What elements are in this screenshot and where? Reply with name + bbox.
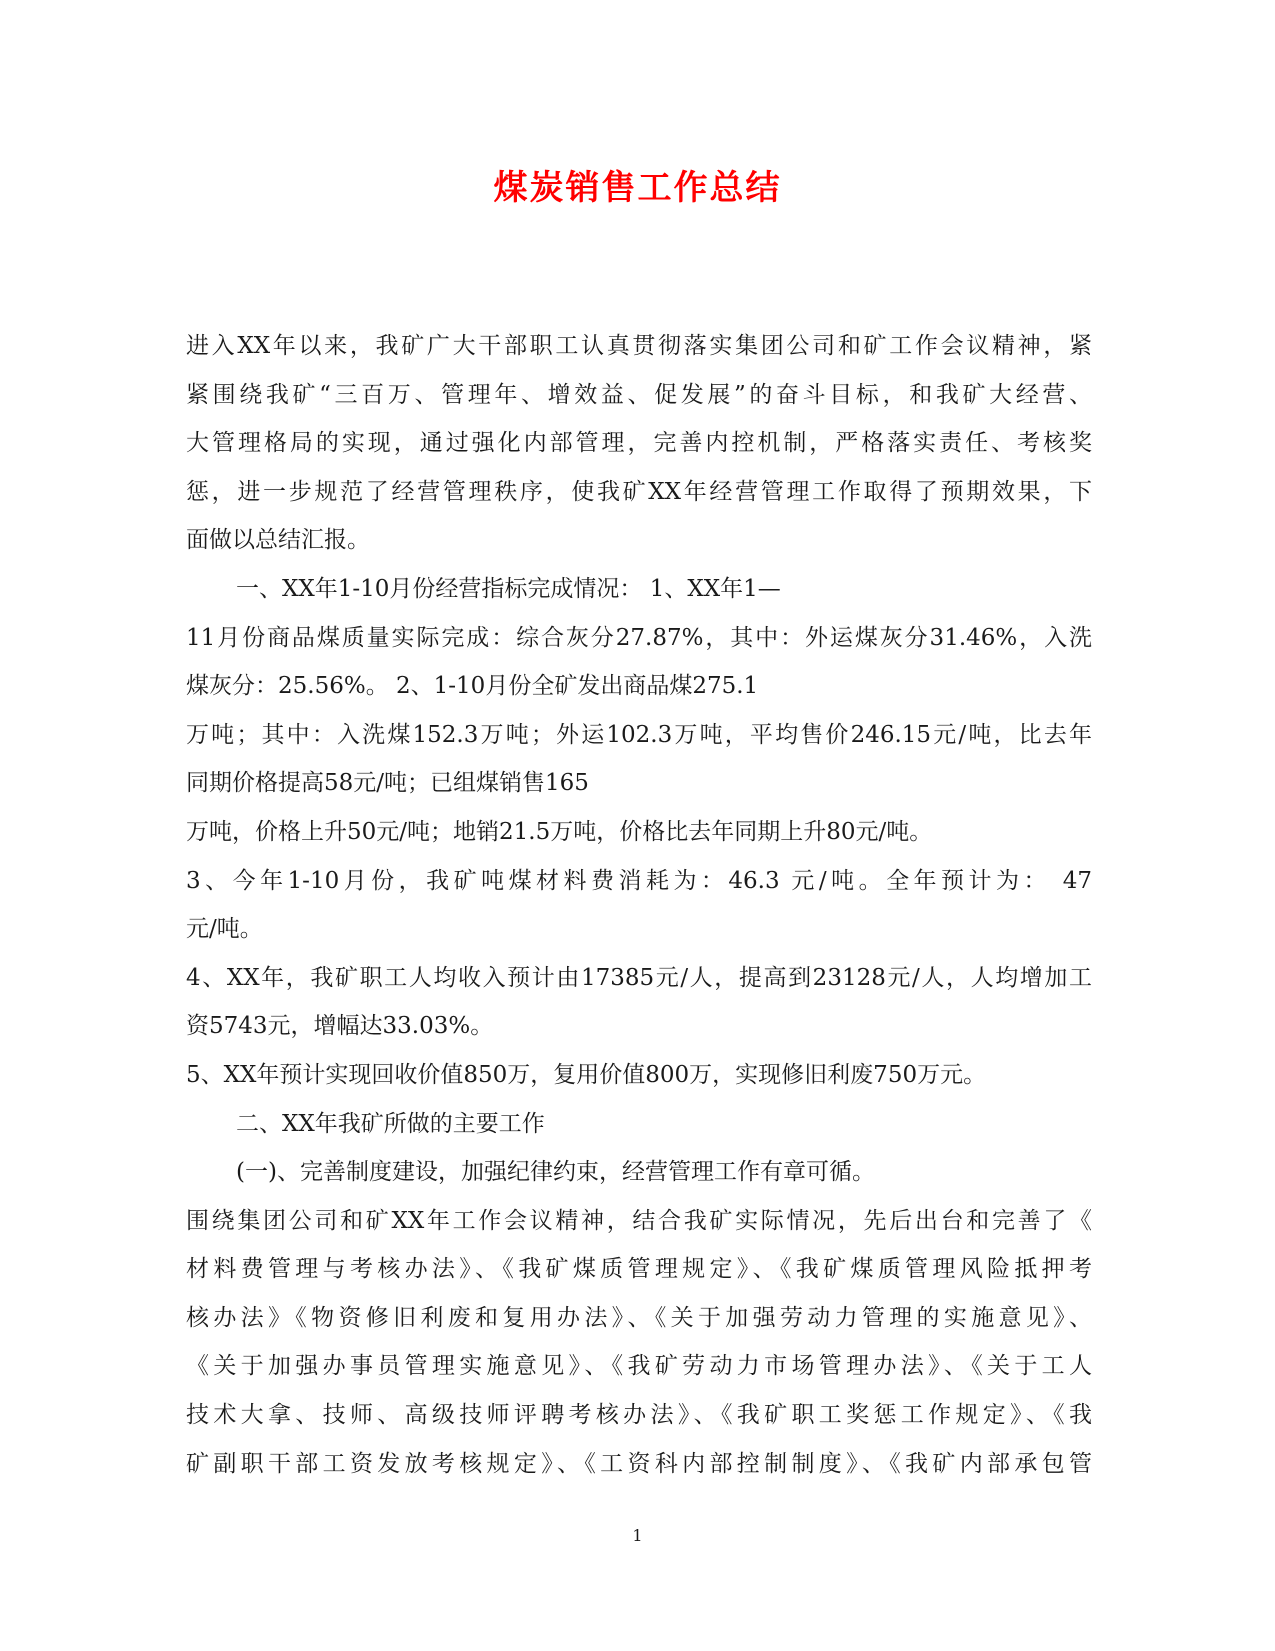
body-line: 围绕集团公司和矿XX年工作会议精神，结合我矿实际情况，先后出台和完善了《 xyxy=(186,1207,1092,1234)
body-line: 《关于加强办事员管理实施意见》、《我矿劳动力市场管理办法》、《关于工人 xyxy=(186,1353,1092,1380)
body-line: 11月份商品煤质量实际完成：综合灰分27.87%，其中：外运煤灰分31.46%，入洗 xyxy=(186,624,1092,651)
body-line: 资5743元，增幅达33.03%。 xyxy=(186,1013,494,1040)
body-line: 核办法》《物资修旧利废和复用办法》、《关于加强劳动力管理的实施意见》、 xyxy=(186,1304,1092,1331)
body-line: 同期价格提高58元/吨；已组煤销售165 xyxy=(186,770,589,797)
body-line: 5、XX年预计实现回收价值850万，复用价值800万，实现修旧利废750万元。 xyxy=(186,1061,987,1088)
body-line: 技术大拿、技师、高级技师评聘考核办法》、《我矿职工奖惩工作规定》、《我 xyxy=(186,1402,1092,1429)
page-number: 1 xyxy=(632,1526,643,1545)
body-line: 矿副职干部工资发放考核规定》、《工资科内部控制制度》、《我矿内部承包管 xyxy=(186,1450,1092,1477)
body-line: 万吨；其中：入洗煤152.3万吨；外运102.3万吨，平均售价246.15元/吨，比去年 xyxy=(186,721,1092,748)
body-line: 万吨，价格上升50元/吨；地销21.5万吨，价格比去年同期上升80元/吨。 xyxy=(186,818,933,845)
document-body xyxy=(186,322,1092,1488)
body-line: 一、XX年1-10月份经营指标完成情况： 1、XX年1— xyxy=(236,575,781,602)
body-line: 惩，进一步规范了经营管理秩序，使我矿XX年经营管理工作取得了预期效果，下 xyxy=(186,478,1092,505)
body-line: 面做以总结汇报。 xyxy=(186,527,370,554)
body-line: 4、XX年，我矿职工人均收入预计由17385元/人，提高到23128元/人，人均增加工 xyxy=(186,964,1092,991)
document-title: 煤炭销售工作总结 xyxy=(493,168,782,208)
body-line: 3、今年1-10月份，我矿吨煤材料费消耗为：46.3 元/吨。全年预计为： 47 xyxy=(186,867,1092,894)
body-line: 紧围绕我矿“三百万、管理年、增效益、促发展”的奋斗目标，和我矿大经营、 xyxy=(186,381,1092,408)
body-line: (一)、完善制度建设，加强纪律约束，经营管理工作有章可循。 xyxy=(236,1159,875,1186)
body-line: 煤灰分：25.56%。 2、1-10月份全矿发出商品煤275.1 xyxy=(186,673,759,700)
body-line: 材料费管理与考核办法》、《我矿煤质管理规定》、《我矿煤质管理风险抵押考 xyxy=(186,1256,1092,1283)
body-line: 元/吨。 xyxy=(186,916,263,943)
body-line: 进入XX年以来，我矿广大干部职工认真贯彻落实集团公司和矿工作会议精神，紧 xyxy=(186,333,1092,359)
body-line: 大管理格局的实现，通过强化内部管理，完善内控机制，严格落实责任、考核奖 xyxy=(186,430,1092,457)
body-line: 二、XX年我矿所做的主要工作 xyxy=(236,1110,545,1137)
